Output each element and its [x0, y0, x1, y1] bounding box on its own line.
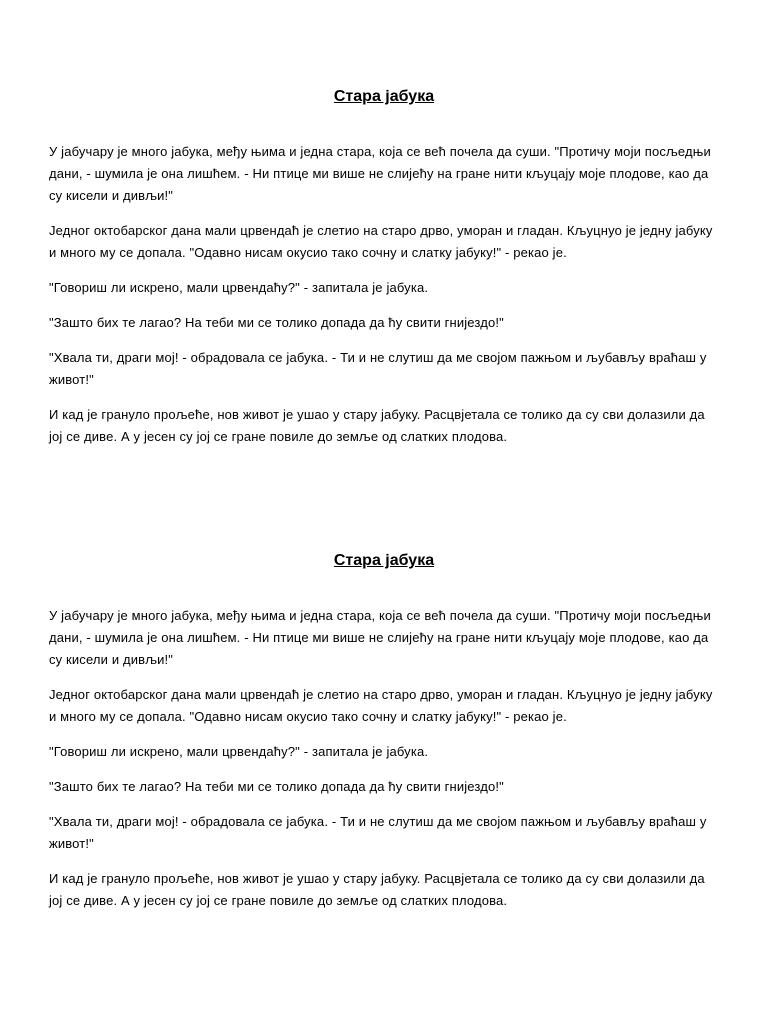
- paragraph: "Хвала ти, драги мој! - обрадовала се јабука. - Ти и не слутиш да ме својом пажњом и љубављу враћаш у живот!": [49, 814, 707, 851]
- paragraph: У јабучару је много јабука, међу њима и једна стара, која се већ почела да суши. "Протичу моји посљедњи дани, - шумила је она лишћем. - Ни птице ми више не слијећу на гране нити кљуцају моје плодове, као да су кисели и дивљи!": [49, 144, 711, 203]
- paragraph: Једног октобарског дана мали црвендаћ је слетио на старо дрво, уморан и гладан. Кљуцнуо је једну јабуку и много му се допала. "Одавно нисам окусио тако сочну и слатку јабуку!" - рекао је.: [49, 223, 713, 260]
- paragraph: Једног октобарског дана мали црвендаћ је слетио на старо дрво, уморан и гладан. Кљуцнуо је једну јабуку и много му се допала. "Одавно нисам окусио тако сочну и слатку јабуку!" - рекао је.: [49, 687, 713, 724]
- story-title: Стара јабука: [333, 88, 435, 105]
- paragraph: И кад је грануло прољеће, нов живот је ушао у стару јабуку. Расцвјетала се толико да су сви долазили да јој се диве. А у јесен су јој се гране повиле до земље од слатких плодова.: [49, 407, 705, 444]
- paragraph: "Говориш ли искрено, мали црвендаћу?" - запитала је јабука.: [49, 280, 429, 295]
- story-section: [49, 87, 719, 461]
- paragraph: "Хвала ти, драги мој! - обрадовала се јабука. - Ти и не слутиш да ме својом пажњом и љубављу враћаш у живот!": [49, 350, 707, 387]
- paragraph: И кад је грануло прољеће, нов живот је ушао у стару јабуку. Расцвјетала се толико да су сви долазили да јој се диве. А у јесен су јој се гране повиле до земље од слатких плодова.: [49, 871, 705, 908]
- paragraph: "Зашто бих те лагао? На теби ми се толико допада да ћу свити гнијездо!": [49, 315, 504, 330]
- paragraph: "Говориш ли искрено, мали црвендаћу?" - запитала је јабука.: [49, 744, 429, 759]
- story-title: Стара јабука: [333, 552, 435, 569]
- paragraph: У јабучару је много јабука, међу њима и једна стара, која се већ почела да суши. "Протичу моји посљедњи дани, - шумила је она лишћем. - Ни птице ми више не слијећу на гране нити кљуцају моје плодове, као да су кисели и дивљи!": [49, 608, 711, 667]
- story-section: [49, 551, 719, 925]
- paragraph: "Зашто бих те лагао? На теби ми се толико допада да ћу свити гнијездо!": [49, 779, 504, 794]
